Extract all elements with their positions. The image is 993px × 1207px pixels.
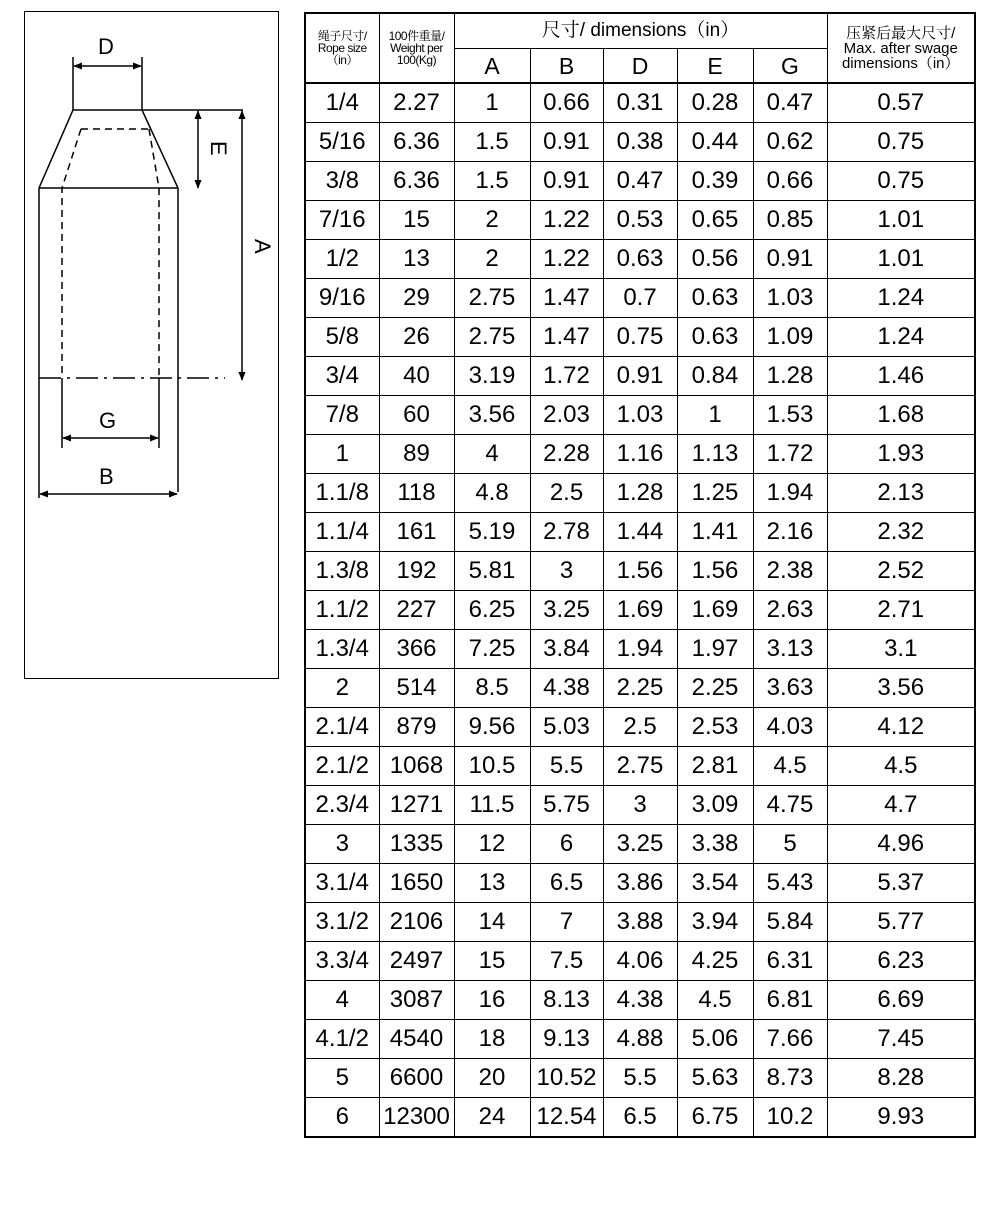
table-cell: 1.01 <box>827 201 975 240</box>
table-cell: 3.86 <box>603 864 677 903</box>
table-cell: 4.5 <box>753 747 827 786</box>
sleeve-outline <box>39 110 243 492</box>
table-cell: 60 <box>379 396 454 435</box>
table-cell: 9.56 <box>454 708 530 747</box>
table-cell: 1.1/4 <box>305 513 379 552</box>
table-cell: 0.91 <box>530 123 603 162</box>
table-cell: 2.71 <box>827 591 975 630</box>
table-cell: 0.44 <box>677 123 753 162</box>
table-cell: 10.5 <box>454 747 530 786</box>
table-cell: 2497 <box>379 942 454 981</box>
table-cell: 7.45 <box>827 1020 975 1059</box>
table-cell: 3/8 <box>305 162 379 201</box>
table-cell: 12.54 <box>530 1098 603 1138</box>
table-cell: 1.16 <box>603 435 677 474</box>
table-cell: 5/16 <box>305 123 379 162</box>
table-cell: 6.5 <box>530 864 603 903</box>
table-row <box>305 279 975 318</box>
table-cell: 3.25 <box>530 591 603 630</box>
table-cell: 0.47 <box>603 162 677 201</box>
table-cell: 4.96 <box>827 825 975 864</box>
table-cell: 14 <box>454 903 530 942</box>
table-row <box>305 1059 975 1098</box>
table-cell: 1.56 <box>677 552 753 591</box>
table-cell: 0.75 <box>827 123 975 162</box>
table-cell: 0.57 <box>827 83 975 123</box>
table-cell: 3.54 <box>677 864 753 903</box>
table-cell: 1.13 <box>677 435 753 474</box>
table-cell: 1.24 <box>827 318 975 357</box>
table-row <box>305 396 975 435</box>
table-cell: 2.75 <box>454 318 530 357</box>
table-cell: 11.5 <box>454 786 530 825</box>
table-cell: 2.16 <box>753 513 827 552</box>
table-cell: 1.01 <box>827 240 975 279</box>
table-cell: 0.75 <box>827 162 975 201</box>
table-cell: 15 <box>379 201 454 240</box>
table-cell: 10.2 <box>753 1098 827 1138</box>
table-cell: 2.5 <box>603 708 677 747</box>
table-cell: 8.13 <box>530 981 603 1020</box>
table-cell: 4.75 <box>753 786 827 825</box>
table-cell: 1.09 <box>753 318 827 357</box>
header-d: D <box>603 49 677 84</box>
table-cell: 1 <box>305 435 379 474</box>
table-cell: 5.63 <box>677 1059 753 1098</box>
table-cell: 1.03 <box>753 279 827 318</box>
table-cell: 7.66 <box>753 1020 827 1059</box>
table-cell: 1.94 <box>753 474 827 513</box>
table-cell: 0.56 <box>677 240 753 279</box>
label-b: B <box>99 464 114 489</box>
table-cell: 10.52 <box>530 1059 603 1098</box>
table-cell: 0.66 <box>753 162 827 201</box>
sleeve-drawing <box>25 12 280 680</box>
table-cell: 2.27 <box>379 83 454 123</box>
table-cell: 3 <box>305 825 379 864</box>
table-cell: 1271 <box>379 786 454 825</box>
table-cell: 4.7 <box>827 786 975 825</box>
table-cell: 5/8 <box>305 318 379 357</box>
table-cell: 2.1/4 <box>305 708 379 747</box>
table-cell: 4 <box>305 981 379 1020</box>
table-cell: 7/8 <box>305 396 379 435</box>
label-g: G <box>99 408 117 433</box>
header-e: E <box>677 49 753 84</box>
table-cell: 4.25 <box>677 942 753 981</box>
table-cell: 20 <box>454 1059 530 1098</box>
table-cell: 6.36 <box>379 123 454 162</box>
table-cell: 0.63 <box>603 240 677 279</box>
table-cell: 0.91 <box>530 162 603 201</box>
label-d: D <box>98 34 114 59</box>
table-cell: 1.56 <box>603 552 677 591</box>
table-cell: 1.03 <box>603 396 677 435</box>
table-row <box>305 201 975 240</box>
table-cell: 3.09 <box>677 786 753 825</box>
table-cell: 5.06 <box>677 1020 753 1059</box>
table-cell: 7/16 <box>305 201 379 240</box>
table-cell: 1.72 <box>753 435 827 474</box>
table-cell: 2.38 <box>753 552 827 591</box>
table-cell: 4.1/2 <box>305 1020 379 1059</box>
header-dimensions: 尺寸/ dimensions（in） <box>454 13 827 49</box>
table-cell: 2.25 <box>603 669 677 708</box>
table-cell: 6.81 <box>753 981 827 1020</box>
table-cell: 9.93 <box>827 1098 975 1138</box>
header-b: B <box>530 49 603 84</box>
table-row <box>305 981 975 1020</box>
table-cell: 879 <box>379 708 454 747</box>
header-rope-size: 绳子尺寸/ Rope size （in） <box>305 13 379 83</box>
table-cell: 2.28 <box>530 435 603 474</box>
table-cell: 1.68 <box>827 396 975 435</box>
table-cell: 6.31 <box>753 942 827 981</box>
table-cell: 2.75 <box>603 747 677 786</box>
table-cell: 3/4 <box>305 357 379 396</box>
table-cell: 1.3/4 <box>305 630 379 669</box>
table-row <box>305 552 975 591</box>
table-cell: 2.03 <box>530 396 603 435</box>
table-cell: 1.69 <box>677 591 753 630</box>
table-row <box>305 942 975 981</box>
table-cell: 4.03 <box>753 708 827 747</box>
table-row <box>305 864 975 903</box>
table-cell: 5.19 <box>454 513 530 552</box>
table-cell: 5 <box>753 825 827 864</box>
table-row <box>305 591 975 630</box>
table-cell: 2.52 <box>827 552 975 591</box>
table-cell: 1335 <box>379 825 454 864</box>
table-cell: 6.5 <box>603 1098 677 1138</box>
table-cell: 4.38 <box>603 981 677 1020</box>
table-cell: 4.12 <box>827 708 975 747</box>
table-cell: 0.39 <box>677 162 753 201</box>
table-row <box>305 669 975 708</box>
table-cell: 1.1/8 <box>305 474 379 513</box>
table-row <box>305 747 975 786</box>
table-row <box>305 474 975 513</box>
table-cell: 1068 <box>379 747 454 786</box>
table-cell: 2.81 <box>677 747 753 786</box>
table-cell: 5.84 <box>753 903 827 942</box>
table-cell: 2.5 <box>530 474 603 513</box>
table-cell: 5 <box>305 1059 379 1098</box>
table-cell: 0.65 <box>677 201 753 240</box>
table-cell: 161 <box>379 513 454 552</box>
table-cell: 6.36 <box>379 162 454 201</box>
table-cell: 24 <box>454 1098 530 1138</box>
table-cell: 0.85 <box>753 201 827 240</box>
table-cell: 4.38 <box>530 669 603 708</box>
table-cell: 5.77 <box>827 903 975 942</box>
table-cell: 40 <box>379 357 454 396</box>
table-cell: 3.25 <box>603 825 677 864</box>
table-row <box>305 513 975 552</box>
table-cell: 1.25 <box>677 474 753 513</box>
table-row <box>305 240 975 279</box>
table-cell: 1 <box>454 83 530 123</box>
table-cell: 1.47 <box>530 318 603 357</box>
table-cell: 6 <box>530 825 603 864</box>
table-cell: 26 <box>379 318 454 357</box>
table-cell: 366 <box>379 630 454 669</box>
table-row <box>305 357 975 396</box>
table-cell: 1.93 <box>827 435 975 474</box>
table-cell: 1.47 <box>530 279 603 318</box>
table-cell: 0.66 <box>530 83 603 123</box>
table-cell: 1.3/8 <box>305 552 379 591</box>
table-cell: 0.63 <box>677 279 753 318</box>
table-cell: 6600 <box>379 1059 454 1098</box>
table-cell: 12 <box>454 825 530 864</box>
table-body <box>305 83 975 1137</box>
table-cell: 3.19 <box>454 357 530 396</box>
table-row <box>305 318 975 357</box>
table-cell: 29 <box>379 279 454 318</box>
table-cell: 15 <box>454 942 530 981</box>
table-cell: 3.94 <box>677 903 753 942</box>
table-cell: 0.53 <box>603 201 677 240</box>
table-row <box>305 630 975 669</box>
table-cell: 3.84 <box>530 630 603 669</box>
table-cell: 1 <box>677 396 753 435</box>
table-cell: 2.75 <box>454 279 530 318</box>
table-row <box>305 786 975 825</box>
table-cell: 1.5 <box>454 123 530 162</box>
table-cell: 6.69 <box>827 981 975 1020</box>
table-cell: 6 <box>305 1098 379 1138</box>
table-cell: 2.3/4 <box>305 786 379 825</box>
table-row <box>305 1098 975 1138</box>
table-cell: 1.5 <box>454 162 530 201</box>
table-cell: 3.1/4 <box>305 864 379 903</box>
table-cell: 3.3/4 <box>305 942 379 981</box>
table-cell: 2.78 <box>530 513 603 552</box>
table-cell: 3.1/2 <box>305 903 379 942</box>
table-cell: 4 <box>454 435 530 474</box>
table-cell: 3.88 <box>603 903 677 942</box>
table-cell: 2106 <box>379 903 454 942</box>
table-cell: 4.5 <box>677 981 753 1020</box>
table-cell: 2 <box>454 240 530 279</box>
table-row <box>305 903 975 942</box>
table-cell: 2 <box>305 669 379 708</box>
table-cell: 7.25 <box>454 630 530 669</box>
table-cell: 1.44 <box>603 513 677 552</box>
table-cell: 5.81 <box>454 552 530 591</box>
table-cell: 3.13 <box>753 630 827 669</box>
table-cell: 0.91 <box>753 240 827 279</box>
table-cell: 2.1/2 <box>305 747 379 786</box>
header-g: G <box>753 49 827 84</box>
table-cell: 1.72 <box>530 357 603 396</box>
table-row <box>305 1020 975 1059</box>
table-cell: 16 <box>454 981 530 1020</box>
table-cell: 1/2 <box>305 240 379 279</box>
table-cell: 6.75 <box>677 1098 753 1138</box>
table-cell: 4.5 <box>827 747 975 786</box>
table-cell: 9.13 <box>530 1020 603 1059</box>
dimension-diagram <box>24 11 279 679</box>
table-row <box>305 123 975 162</box>
table-cell: 0.47 <box>753 83 827 123</box>
table-cell: 2 <box>454 201 530 240</box>
table-cell: 0.62 <box>753 123 827 162</box>
table-cell: 5.03 <box>530 708 603 747</box>
table-cell: 7 <box>530 903 603 942</box>
label-a: A <box>250 239 275 254</box>
table-cell: 9/16 <box>305 279 379 318</box>
table-cell: 4.88 <box>603 1020 677 1059</box>
table-cell: 8.28 <box>827 1059 975 1098</box>
table-row <box>305 708 975 747</box>
table-cell: 6.25 <box>454 591 530 630</box>
table-cell: 1.53 <box>753 396 827 435</box>
table-cell: 1.22 <box>530 240 603 279</box>
label-e: E <box>206 141 231 156</box>
table-row <box>305 162 975 201</box>
table-cell: 3.1 <box>827 630 975 669</box>
table-cell: 89 <box>379 435 454 474</box>
table-cell: 2.25 <box>677 669 753 708</box>
table-cell: 1.46 <box>827 357 975 396</box>
table-cell: 12300 <box>379 1098 454 1138</box>
table-cell: 0.63 <box>677 318 753 357</box>
table-cell: 3.63 <box>753 669 827 708</box>
table-cell: 1.22 <box>530 201 603 240</box>
table-cell: 4.8 <box>454 474 530 513</box>
table-cell: 3 <box>603 786 677 825</box>
table-cell: 1.28 <box>603 474 677 513</box>
table-cell: 5.5 <box>603 1059 677 1098</box>
table-cell: 1.24 <box>827 279 975 318</box>
header-a: A <box>454 49 530 84</box>
table-cell: 2.53 <box>677 708 753 747</box>
table-cell: 7.5 <box>530 942 603 981</box>
table-cell: 8.73 <box>753 1059 827 1098</box>
table-row <box>305 435 975 474</box>
table-cell: 5.43 <box>753 864 827 903</box>
table-cell: 5.37 <box>827 864 975 903</box>
table-cell: 0.31 <box>603 83 677 123</box>
table-cell: 13 <box>379 240 454 279</box>
table-cell: 6.23 <box>827 942 975 981</box>
table-cell: 18 <box>454 1020 530 1059</box>
table-row <box>305 825 975 864</box>
header-weight: 100件重量/ Weight per 100(Kg) <box>379 13 454 83</box>
table-cell: 0.91 <box>603 357 677 396</box>
table-cell: 2.63 <box>753 591 827 630</box>
table-cell: 1.28 <box>753 357 827 396</box>
table-cell: 1.1/2 <box>305 591 379 630</box>
table-cell: 5.75 <box>530 786 603 825</box>
table-cell: 192 <box>379 552 454 591</box>
table-cell: 4540 <box>379 1020 454 1059</box>
table-cell: 0.75 <box>603 318 677 357</box>
table-cell: 227 <box>379 591 454 630</box>
table-cell: 5.5 <box>530 747 603 786</box>
table-cell: 118 <box>379 474 454 513</box>
table-cell: 0.28 <box>677 83 753 123</box>
table-cell: 3.38 <box>677 825 753 864</box>
table-cell: 3.56 <box>454 396 530 435</box>
table-cell: 1.94 <box>603 630 677 669</box>
table-cell: 0.7 <box>603 279 677 318</box>
header-max-swage: 压紧后最大尺寸/ Max. after swage dimensions（in） <box>827 13 975 83</box>
table-cell: 1650 <box>379 864 454 903</box>
table-cell: 0.84 <box>677 357 753 396</box>
table-cell: 2.32 <box>827 513 975 552</box>
table-cell: 4.06 <box>603 942 677 981</box>
table-cell: 1.97 <box>677 630 753 669</box>
table-cell: 3087 <box>379 981 454 1020</box>
table-cell: 1.41 <box>677 513 753 552</box>
table-cell: 3.56 <box>827 669 975 708</box>
sleeve-bore-hidden <box>62 129 159 378</box>
table-cell: 2.13 <box>827 474 975 513</box>
table-cell: 514 <box>379 669 454 708</box>
table-cell: 0.38 <box>603 123 677 162</box>
table-cell: 3 <box>530 552 603 591</box>
specification-table <box>304 12 976 1138</box>
table-cell: 13 <box>454 864 530 903</box>
table-cell: 8.5 <box>454 669 530 708</box>
table-cell: 1.69 <box>603 591 677 630</box>
table-row <box>305 83 975 123</box>
table-cell: 1/4 <box>305 83 379 123</box>
